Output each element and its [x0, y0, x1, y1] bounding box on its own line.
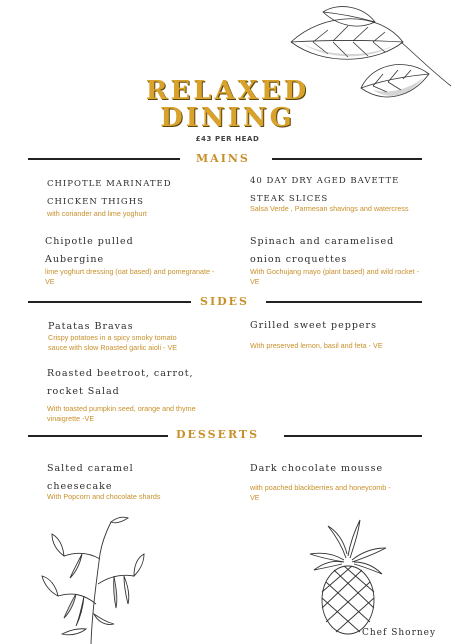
- divider-rule: [272, 158, 422, 160]
- menu-item-description: with coriander and lime yoghurt: [47, 209, 147, 218]
- price-per-head: £43 PER HEAD: [195, 135, 260, 143]
- menu-item-title: Patatas Bravas: [48, 321, 134, 332]
- divider-rule: [28, 435, 168, 437]
- menu-item-title: Dark chocolate mousse: [250, 463, 384, 474]
- menu-item-title: Spinach and caramelised onion croquettes: [250, 236, 395, 265]
- section-heading-sides: SIDES: [200, 295, 249, 308]
- divider-rule: [28, 158, 180, 160]
- menu-item-description: with poached blackberries and honeycomb - VE: [250, 483, 391, 502]
- chilli-plant-illustration: [36, 514, 146, 644]
- menu-item-title: CHIPOTLE MARINATED CHICKEN THIGHS: [47, 179, 172, 207]
- menu-item-description: With Popcorn and chocolate shards: [47, 492, 161, 501]
- section-heading-desserts: DESSERTS: [176, 428, 260, 441]
- divider-rule: [266, 301, 422, 303]
- menu-item-description: With toasted pumpkin seed, orange and thyme vinaigrette -VE: [47, 404, 196, 423]
- menu-item-description: With preserved lemon, basil and feta - VE: [250, 341, 383, 350]
- menu-item-title: Salted caramel cheesecake: [47, 463, 134, 492]
- chef-signature: Chef Shorney: [362, 628, 437, 638]
- menu-item-description: With Gochujang mayo (plant based) and wild rocket - VE: [250, 267, 419, 286]
- menu-title-line1: RELAXED: [145, 76, 310, 106]
- menu-item-title: Grilled sweet peppers: [250, 320, 377, 331]
- menu-item-description: Crispy potatoes in a spicy smoky tomato sauce with slow Roasted garlic aioli - VE: [48, 333, 178, 352]
- menu-item-title: 40 DAY DRY AGED BAVETTE STEAK SLICES: [250, 176, 400, 204]
- menu-title-line2: DINING: [160, 103, 295, 133]
- divider-rule: [28, 301, 191, 303]
- menu-item-description: lime yoghurt dressing (oat based) and pomegranate - VE: [45, 267, 215, 286]
- divider-rule: [284, 435, 422, 437]
- menu-item-title: Roasted beetroot, carrot, rocket Salad: [47, 368, 194, 397]
- menu-item-description: Salsa Verde , Parmesan shavings and watercress: [250, 204, 409, 213]
- section-heading-mains: MAINS: [196, 152, 250, 165]
- pineapple-illustration: [302, 518, 392, 638]
- menu-item-title: Chipotle pulled Aubergine: [45, 236, 134, 265]
